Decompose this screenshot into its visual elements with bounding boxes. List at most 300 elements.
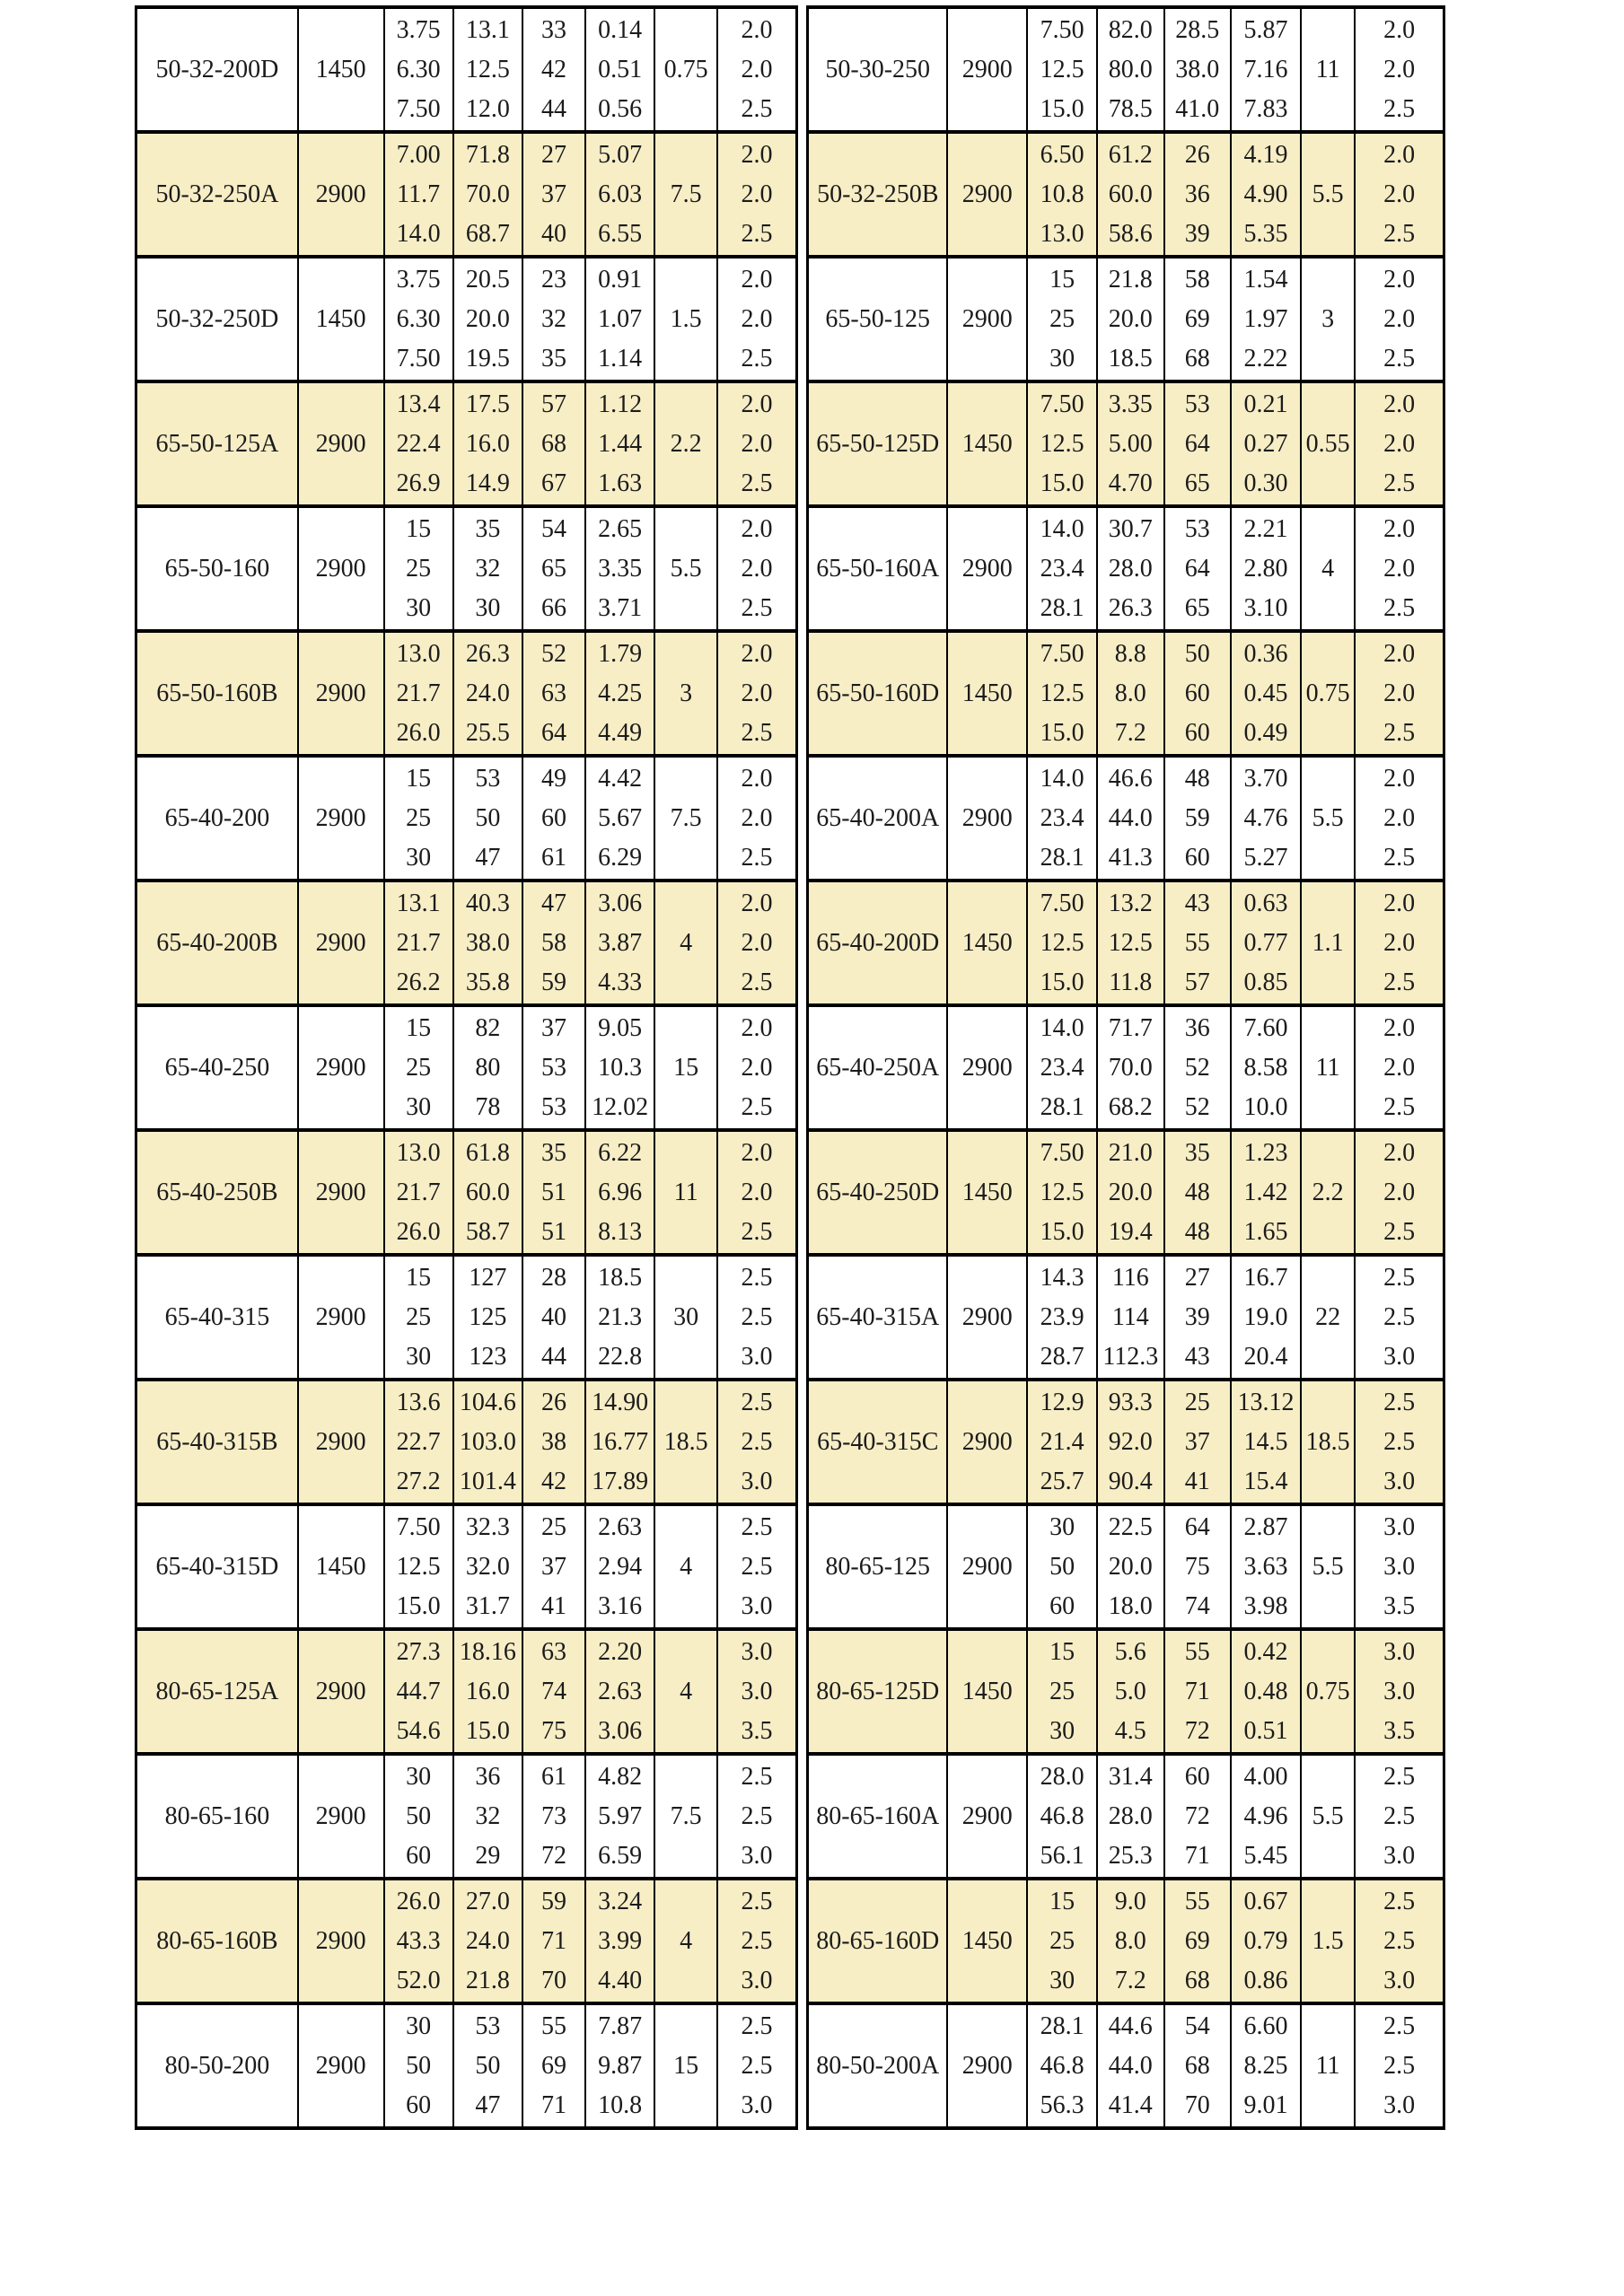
model-cell: 80-65-125A xyxy=(136,1629,298,1754)
motor-power-cell: 11 xyxy=(1301,1005,1355,1130)
cell-value: 8.13 xyxy=(598,1217,643,1246)
cell-value: 28.0 xyxy=(1108,554,1153,583)
table-row xyxy=(808,381,1444,506)
cell-value: 10.8 xyxy=(1040,180,1084,208)
model-cell: 65-50-125 xyxy=(808,257,948,381)
model-cell: 80-65-125 xyxy=(808,1504,948,1629)
model-cell: 65-40-250B xyxy=(136,1130,298,1255)
efficiency-cell xyxy=(1164,132,1231,257)
npsh-cell xyxy=(1355,1380,1444,1504)
cell-value: 2.5 xyxy=(741,469,773,497)
cell-value: 2.5 xyxy=(1383,2011,1416,2040)
cell-value: 70.0 xyxy=(1108,1053,1153,1082)
model-cell: 65-40-200B xyxy=(136,881,298,1005)
cell-value: 71.7 xyxy=(1108,1013,1153,1042)
cell-value: 21.7 xyxy=(396,928,441,957)
model-cell: 80-65-160 xyxy=(136,1754,298,1879)
head-cell xyxy=(453,1504,522,1629)
motor-power-cell: 4 xyxy=(654,1504,717,1629)
cell-value: 20.5 xyxy=(465,265,510,294)
cell-value: 25.7 xyxy=(1040,1467,1084,1495)
cell-value: 0.36 xyxy=(1243,639,1288,668)
model-cell: 65-40-200 xyxy=(136,756,298,881)
cell-value: 46.6 xyxy=(1108,764,1153,793)
cell-value: 13.12 xyxy=(1237,1388,1295,1416)
cell-value: 1.14 xyxy=(598,344,643,372)
table-row xyxy=(808,257,1444,381)
cell-value: 68.7 xyxy=(465,219,510,248)
cell-value: 50 xyxy=(406,2051,432,2080)
cell-value: 27 xyxy=(1184,1263,1210,1292)
cell-value: 0.45 xyxy=(1243,679,1288,707)
speed-cell: 2900 xyxy=(298,1380,384,1504)
npsh-cell xyxy=(717,631,796,756)
cell-value: 6.55 xyxy=(598,219,643,248)
cell-value: 22.8 xyxy=(598,1342,643,1371)
cell-value: 4.19 xyxy=(1243,140,1288,169)
cell-value: 60.0 xyxy=(465,1178,510,1206)
cell-value: 0.86 xyxy=(1243,1966,1288,1994)
cell-value: 15.0 xyxy=(1040,469,1084,497)
head-cell xyxy=(1097,257,1163,381)
cell-value: 2.0 xyxy=(741,15,773,44)
cell-value: 2.21 xyxy=(1243,514,1288,543)
cell-value: 3.63 xyxy=(1243,1552,1288,1581)
efficiency-cell xyxy=(522,1629,585,1754)
cell-value: 36 xyxy=(1184,180,1210,208)
npsh-cell xyxy=(1355,257,1444,381)
cell-value: 16.0 xyxy=(465,429,510,458)
cell-value: 32 xyxy=(475,554,501,583)
cell-value: 2.0 xyxy=(741,803,773,832)
cell-value: 42 xyxy=(540,1467,566,1495)
cell-value: 49 xyxy=(540,764,566,793)
cell-value: 2.87 xyxy=(1243,1512,1288,1541)
head-cell xyxy=(453,7,522,132)
cell-value: 3.99 xyxy=(598,1926,643,1955)
speed-cell: 2900 xyxy=(298,1754,384,1879)
cell-value: 3.0 xyxy=(741,1467,773,1495)
cell-value: 3.0 xyxy=(741,1841,773,1870)
cell-value: 18.0 xyxy=(1108,1591,1153,1620)
cell-value: 44.6 xyxy=(1108,2011,1153,2040)
npsh-cell xyxy=(1355,631,1444,756)
cell-value: 3.0 xyxy=(741,1966,773,1994)
model-cell: 65-40-315 xyxy=(136,1255,298,1380)
cell-value: 1.79 xyxy=(598,639,643,668)
cell-value: 69 xyxy=(1184,1926,1210,1955)
cell-value: 26.9 xyxy=(396,469,441,497)
table-row xyxy=(136,506,797,631)
cell-value: 60 xyxy=(406,2090,432,2119)
cell-value: 3.98 xyxy=(1243,1591,1288,1620)
model-cell: 65-40-200A xyxy=(808,756,948,881)
cell-value: 3.70 xyxy=(1243,764,1288,793)
table-row xyxy=(808,1504,1444,1629)
cell-value: 56.1 xyxy=(1040,1841,1084,1870)
efficiency-cell xyxy=(522,1130,585,1255)
cell-value: 10.8 xyxy=(598,2090,643,2119)
cell-value: 22.7 xyxy=(396,1427,441,1456)
cell-value: 54.6 xyxy=(396,1716,441,1745)
cell-value: 21.7 xyxy=(396,679,441,707)
cell-value: 55 xyxy=(540,2011,566,2040)
flow-cell xyxy=(1027,756,1097,881)
cell-value: 2.5 xyxy=(741,1762,773,1791)
cell-value: 3.24 xyxy=(598,1887,643,1915)
npsh-cell xyxy=(717,1879,796,2003)
power-cell xyxy=(585,1380,654,1504)
cell-value: 16.77 xyxy=(592,1427,649,1456)
cell-value: 71.8 xyxy=(465,140,510,169)
power-cell xyxy=(585,1005,654,1130)
flow-cell xyxy=(1027,1005,1097,1130)
cell-value: 52 xyxy=(1184,1053,1210,1082)
cell-value: 2.5 xyxy=(741,968,773,996)
power-cell xyxy=(1231,1754,1301,1879)
table-row xyxy=(808,7,1444,132)
cell-value: 38.0 xyxy=(465,928,510,957)
speed-cell: 1450 xyxy=(298,7,384,132)
cell-value: 7.50 xyxy=(1040,15,1084,44)
cell-value: 7.50 xyxy=(396,1512,441,1541)
cell-value: 0.85 xyxy=(1243,968,1288,996)
motor-power-cell: 1.5 xyxy=(654,257,717,381)
cell-value: 9.05 xyxy=(598,1013,643,1042)
flow-cell xyxy=(384,881,453,1005)
speed-cell: 2900 xyxy=(947,7,1027,132)
cell-value: 0.42 xyxy=(1243,1637,1288,1666)
cell-value: 15 xyxy=(406,764,432,793)
cell-value: 20.0 xyxy=(465,304,510,333)
npsh-cell xyxy=(717,257,796,381)
cell-value: 80 xyxy=(475,1053,501,1082)
cell-value: 15.0 xyxy=(465,1716,510,1745)
speed-cell: 2900 xyxy=(298,1005,384,1130)
cell-value: 44.0 xyxy=(1108,803,1153,832)
model-cell: 65-50-160A xyxy=(808,506,948,631)
cell-value: 41.3 xyxy=(1108,843,1153,872)
flow-cell xyxy=(384,631,453,756)
table-row xyxy=(136,1255,797,1380)
efficiency-cell xyxy=(522,1754,585,1879)
cell-value: 58.7 xyxy=(465,1217,510,1246)
model-cell: 80-65-125D xyxy=(808,1629,948,1754)
cell-value: 68.2 xyxy=(1108,1092,1153,1121)
cell-value: 12.0 xyxy=(465,94,510,123)
cell-value: 50 xyxy=(1184,639,1210,668)
cell-value: 2.20 xyxy=(598,1637,643,1666)
cell-value: 15 xyxy=(406,1263,432,1292)
table-row xyxy=(808,756,1444,881)
speed-cell: 2900 xyxy=(947,1005,1027,1130)
cell-value: 2.5 xyxy=(741,1092,773,1121)
cell-value: 28.1 xyxy=(1040,2011,1084,2040)
cell-value: 1.54 xyxy=(1243,265,1288,294)
cell-value: 56.3 xyxy=(1040,2090,1084,2119)
cell-value: 0.51 xyxy=(598,55,643,83)
cell-value: 47 xyxy=(475,2090,501,2119)
cell-value: 101.4 xyxy=(459,1467,516,1495)
table-row xyxy=(808,631,1444,756)
cell-value: 4.49 xyxy=(598,718,643,747)
cell-value: 4.00 xyxy=(1243,1762,1288,1791)
cell-value: 4.25 xyxy=(598,679,643,707)
cell-value: 55 xyxy=(1184,928,1210,957)
cell-value: 68 xyxy=(1184,1966,1210,1994)
cell-value: 3.16 xyxy=(598,1591,643,1620)
cell-value: 2.5 xyxy=(1383,718,1416,747)
motor-power-cell: 4 xyxy=(654,881,717,1005)
cell-value: 13.6 xyxy=(396,1388,441,1416)
cell-value: 25.3 xyxy=(1108,1841,1153,1870)
power-cell xyxy=(585,1504,654,1629)
cell-value: 29 xyxy=(475,1841,501,1870)
cell-value: 4.42 xyxy=(598,764,643,793)
model-cell: 50-32-250D xyxy=(136,257,298,381)
cell-value: 30 xyxy=(406,1092,432,1121)
head-cell xyxy=(1097,1754,1163,1879)
cell-value: 7.2 xyxy=(1114,1966,1146,1994)
cell-value: 2.0 xyxy=(1383,265,1416,294)
cell-value: 20.0 xyxy=(1108,1178,1153,1206)
cell-value: 21.8 xyxy=(1108,265,1153,294)
table-row xyxy=(136,381,797,506)
cell-value: 2.0 xyxy=(741,889,773,917)
cell-value: 13.0 xyxy=(396,1138,441,1167)
npsh-cell xyxy=(1355,1005,1444,1130)
npsh-cell xyxy=(717,1130,796,1255)
cell-value: 0.91 xyxy=(598,265,643,294)
cell-value: 26.3 xyxy=(1108,593,1153,622)
cell-value: 14.3 xyxy=(1040,1263,1084,1292)
motor-power-cell: 5.5 xyxy=(1301,1504,1355,1629)
efficiency-cell xyxy=(522,756,585,881)
cell-value: 43 xyxy=(1184,889,1210,917)
cell-value: 28.0 xyxy=(1108,1801,1153,1830)
table-row xyxy=(808,1380,1444,1504)
cell-value: 25 xyxy=(1049,1677,1075,1705)
cell-value: 10.3 xyxy=(598,1053,643,1082)
cell-value: 2.5 xyxy=(1383,469,1416,497)
cell-value: 2.0 xyxy=(1383,928,1416,957)
model-cell: 65-50-160B xyxy=(136,631,298,756)
cell-value: 123 xyxy=(469,1342,507,1371)
cell-value: 2.5 xyxy=(1383,94,1416,123)
cell-value: 2.0 xyxy=(1383,1138,1416,1167)
cell-value: 8.0 xyxy=(1114,1926,1146,1955)
head-cell xyxy=(1097,1879,1163,2003)
cell-value: 1.44 xyxy=(598,429,643,458)
cell-value: 69 xyxy=(540,2051,566,2080)
cell-value: 26.0 xyxy=(396,1887,441,1915)
npsh-cell xyxy=(1355,881,1444,1005)
cell-value: 20.4 xyxy=(1243,1342,1288,1371)
cell-value: 12.5 xyxy=(1040,1178,1084,1206)
efficiency-cell xyxy=(1164,257,1231,381)
cell-value: 64 xyxy=(1184,429,1210,458)
power-cell xyxy=(585,756,654,881)
speed-cell: 2900 xyxy=(947,1504,1027,1629)
cell-value: 55 xyxy=(1184,1637,1210,1666)
cell-value: 5.67 xyxy=(598,803,643,832)
cell-value: 21.0 xyxy=(1108,1138,1153,1167)
table-row xyxy=(136,1504,797,1629)
flow-cell xyxy=(384,1380,453,1504)
cell-value: 30 xyxy=(1049,344,1075,372)
efficiency-cell xyxy=(1164,631,1231,756)
efficiency-cell xyxy=(522,881,585,1005)
head-cell xyxy=(1097,381,1163,506)
speed-cell: 2900 xyxy=(947,506,1027,631)
cell-value: 21.8 xyxy=(465,1966,510,1994)
cell-value: 60 xyxy=(406,1841,432,1870)
cell-value: 61.2 xyxy=(1108,140,1153,169)
flow-cell xyxy=(384,1629,453,1754)
speed-cell: 1450 xyxy=(947,1130,1027,1255)
table-row xyxy=(136,257,797,381)
table-row xyxy=(136,1754,797,1879)
cell-value: 7.00 xyxy=(396,140,441,169)
cell-value: 14.0 xyxy=(1040,514,1084,543)
cell-value: 6.30 xyxy=(396,55,441,83)
motor-power-cell: 7.5 xyxy=(654,1754,717,1879)
cell-value: 2.0 xyxy=(1383,764,1416,793)
cell-value: 26 xyxy=(540,1388,566,1416)
cell-value: 2.5 xyxy=(1383,1926,1416,1955)
cell-value: 4.82 xyxy=(598,1762,643,1791)
head-cell xyxy=(1097,1629,1163,1754)
cell-value: 41.4 xyxy=(1108,2090,1153,2119)
cell-value: 2.65 xyxy=(598,514,643,543)
cell-value: 23.4 xyxy=(1040,803,1084,832)
cell-value: 114 xyxy=(1111,1302,1149,1331)
cell-value: 30 xyxy=(406,843,432,872)
speed-cell: 2900 xyxy=(947,1754,1027,1879)
model-cell: 65-40-200D xyxy=(808,881,948,1005)
table-row xyxy=(136,2003,797,2128)
cell-value: 22.5 xyxy=(1108,1512,1153,1541)
cell-value: 50 xyxy=(406,1801,432,1830)
cell-value: 2.63 xyxy=(598,1677,643,1705)
cell-value: 17.5 xyxy=(465,390,510,418)
head-cell xyxy=(453,257,522,381)
cell-value: 15.4 xyxy=(1243,1467,1288,1495)
cell-value: 21.4 xyxy=(1040,1427,1084,1456)
power-cell xyxy=(1231,1504,1301,1629)
cell-value: 39 xyxy=(1184,1302,1210,1331)
cell-value: 2.0 xyxy=(1383,429,1416,458)
cell-value: 38.0 xyxy=(1175,55,1220,83)
cell-value: 0.30 xyxy=(1243,469,1288,497)
npsh-cell xyxy=(1355,2003,1444,2128)
cell-value: 59 xyxy=(540,968,566,996)
cell-value: 3.0 xyxy=(1383,1677,1416,1705)
cell-value: 2.5 xyxy=(1383,219,1416,248)
table-row xyxy=(808,1754,1444,1879)
cell-value: 2.5 xyxy=(1383,843,1416,872)
flow-cell xyxy=(1027,7,1097,132)
cell-value: 8.8 xyxy=(1114,639,1146,668)
power-cell xyxy=(585,631,654,756)
cell-value: 24.0 xyxy=(465,679,510,707)
cell-value: 30 xyxy=(406,1342,432,1371)
cell-value: 3.0 xyxy=(741,1342,773,1371)
table-row xyxy=(808,1629,1444,1754)
cell-value: 103.0 xyxy=(459,1427,516,1456)
cell-value: 66 xyxy=(540,593,566,622)
cell-value: 10.0 xyxy=(1243,1092,1288,1121)
cell-value: 2.0 xyxy=(741,265,773,294)
cell-value: 4.5 xyxy=(1114,1716,1146,1745)
cell-value: 6.59 xyxy=(598,1841,643,1870)
motor-power-cell: 11 xyxy=(1301,7,1355,132)
cell-value: 78 xyxy=(475,1092,501,1121)
cell-value: 2.5 xyxy=(1383,344,1416,372)
head-cell xyxy=(453,132,522,257)
speed-cell: 1450 xyxy=(298,257,384,381)
cell-value: 65 xyxy=(540,554,566,583)
cell-value: 72 xyxy=(1184,1716,1210,1745)
cell-value: 35 xyxy=(540,1138,566,1167)
npsh-cell xyxy=(1355,1130,1444,1255)
cell-value: 12.02 xyxy=(592,1092,649,1121)
cell-value: 30 xyxy=(1049,1716,1075,1745)
table-row xyxy=(136,7,797,132)
cell-value: 7.50 xyxy=(396,344,441,372)
cell-value: 30 xyxy=(475,593,501,622)
speed-cell: 1450 xyxy=(947,1629,1027,1754)
power-cell xyxy=(1231,1879,1301,2003)
cell-value: 25 xyxy=(1049,304,1075,333)
head-cell xyxy=(1097,1380,1163,1504)
head-cell xyxy=(1097,2003,1163,2128)
cell-value: 2.5 xyxy=(1383,1388,1416,1416)
cell-value: 3.35 xyxy=(598,554,643,583)
cell-value: 1.42 xyxy=(1243,1178,1288,1206)
flow-cell xyxy=(384,7,453,132)
cell-value: 5.87 xyxy=(1243,15,1288,44)
cell-value: 7.83 xyxy=(1243,94,1288,123)
cell-value: 9.0 xyxy=(1114,1887,1146,1915)
cell-value: 30 xyxy=(406,1762,432,1791)
cell-value: 2.5 xyxy=(741,1388,773,1416)
cell-value: 68 xyxy=(540,429,566,458)
cell-value: 48 xyxy=(1184,764,1210,793)
cell-value: 61 xyxy=(540,1762,566,1791)
cell-value: 2.5 xyxy=(741,219,773,248)
cell-value: 2.63 xyxy=(598,1512,643,1541)
cell-value: 27.2 xyxy=(396,1467,441,1495)
cell-value: 12.5 xyxy=(1108,928,1153,957)
power-cell xyxy=(585,506,654,631)
cell-value: 67 xyxy=(540,469,566,497)
speed-cell: 2900 xyxy=(298,881,384,1005)
power-cell xyxy=(585,381,654,506)
cell-value: 28.7 xyxy=(1040,1342,1084,1371)
cell-value: 15.0 xyxy=(1040,94,1084,123)
cell-value: 25.5 xyxy=(465,718,510,747)
cell-value: 3.06 xyxy=(598,889,643,917)
cell-value: 14.0 xyxy=(1040,1013,1084,1042)
cell-value: 2.0 xyxy=(1383,180,1416,208)
cell-value: 6.03 xyxy=(598,180,643,208)
speed-cell: 2900 xyxy=(947,2003,1027,2128)
cell-value: 59 xyxy=(540,1887,566,1915)
table-row xyxy=(808,1130,1444,1255)
power-cell xyxy=(1231,7,1301,132)
cell-value: 2.0 xyxy=(741,928,773,957)
